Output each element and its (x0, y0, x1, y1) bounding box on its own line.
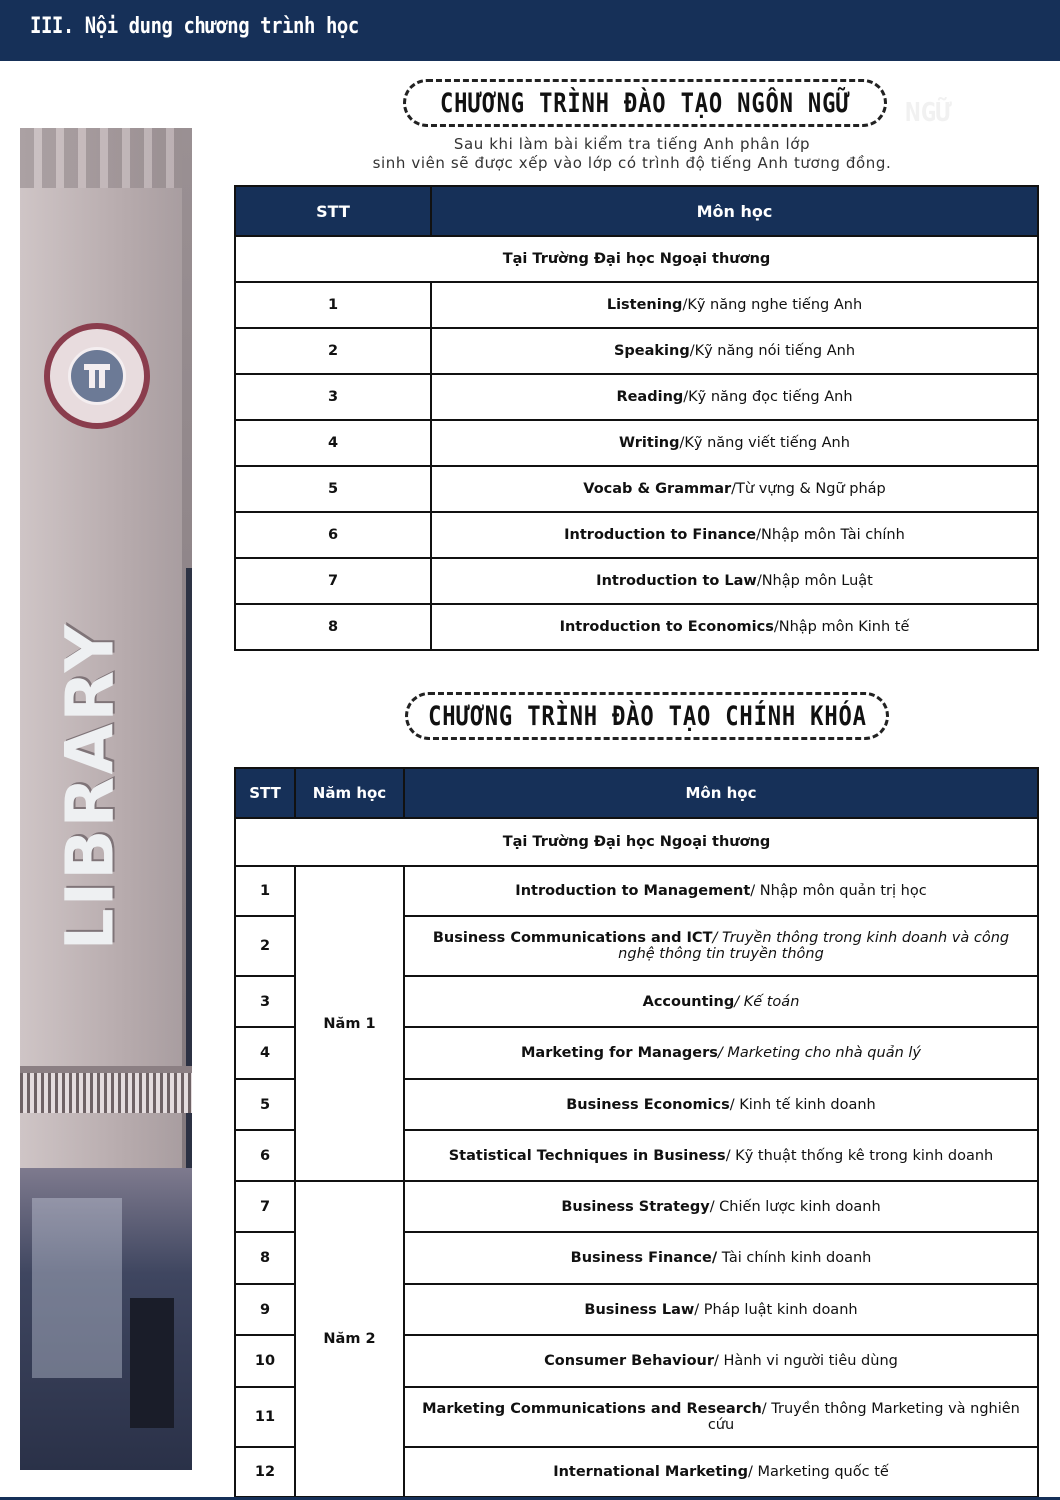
table-header-row (235, 768, 1038, 818)
row-stt: 6 (235, 512, 431, 558)
row-stt: 9 (235, 1284, 295, 1335)
subject-en: Business Finance/ (570, 1250, 718, 1266)
row-stt: 2 (235, 328, 431, 374)
subject-en: Marketing Communications and Research (422, 1401, 762, 1417)
table-row (235, 328, 1038, 374)
row-stt: 10 (235, 1335, 295, 1387)
col-stt: STT (235, 768, 295, 818)
row-stt: 12 (235, 1447, 295, 1497)
subject-en: Consumer Behaviour (544, 1353, 715, 1369)
subject-en: Introduction to Law (596, 573, 757, 589)
subject-vi: / Hành vi người tiêu dùng (714, 1353, 898, 1369)
subject-en: Business Communications and ICT (432, 930, 713, 946)
main-program-table (234, 767, 1039, 1498)
row-subject (404, 976, 1038, 1027)
main-program-title: CHƯƠNG TRÌNH ĐÀO TẠO CHÍNH KHÓA (427, 700, 867, 732)
row-stt: 4 (235, 420, 431, 466)
col-stt: STT (235, 186, 431, 236)
row-subject (431, 282, 1038, 328)
table-row (235, 512, 1038, 558)
placement-note-line-2: sinh viên sẽ được xếp vào lớp có trình độ tiếng Anh tương đồng. (372, 154, 892, 172)
subject-en: Writing (619, 435, 680, 451)
table-row (235, 558, 1038, 604)
row-stt: 11 (235, 1387, 295, 1447)
subject-vi: /Nhập môn Tài chính (756, 527, 905, 543)
row-subject (404, 916, 1038, 976)
subject-vi: / Nhập môn quản trị học (750, 883, 927, 899)
subject-vi: / Pháp luật kinh doanh (694, 1301, 858, 1318)
main-program-title-pill (405, 692, 889, 740)
subject-vi: /Kỹ năng nói tiếng Anh (689, 343, 856, 359)
subject-en: Business Strategy (561, 1198, 710, 1215)
subject-vi: /Từ vựng & Ngữ pháp (731, 481, 886, 497)
row-stt: 1 (235, 866, 295, 916)
col-subject: Môn học (431, 186, 1038, 236)
subject-vi: / Marketing quốc tế (747, 1464, 889, 1480)
row-stt: 7 (235, 558, 431, 604)
library-sign: LIBRARY (51, 622, 129, 951)
subject-vi: / Marketing cho nhà quản lý (717, 1045, 921, 1061)
row-subject (431, 328, 1038, 374)
row-stt: 5 (235, 466, 431, 512)
row-subject (431, 420, 1038, 466)
row-stt: 8 (235, 1232, 295, 1284)
subject-en: International Marketing (553, 1464, 748, 1480)
subject-vi: /Kỹ năng viết tiếng Anh (679, 435, 850, 451)
table-row (235, 604, 1038, 650)
subject-en: Business Economics (566, 1096, 730, 1113)
section-label: Tại Trường Đại học Ngoại thương (235, 236, 1038, 282)
row-subject (431, 374, 1038, 420)
subject-vi: / Chiến lược kinh doanh (709, 1198, 881, 1215)
building-railing (20, 1073, 192, 1113)
subject-vi: /Kỹ năng đọc tiếng Anh (683, 389, 853, 405)
row-subject (404, 1130, 1038, 1181)
building-door (130, 1298, 174, 1428)
subject-vi: / Kỹ thuật thống kê trong kinh doanh (725, 1147, 994, 1164)
language-program-table (234, 185, 1039, 651)
subject-en: Business Law (584, 1301, 695, 1318)
section-label: Tại Trường Đại học Ngoại thương (235, 818, 1038, 866)
table-row (235, 1181, 1038, 1232)
row-subject (404, 1387, 1038, 1447)
subject-en: Speaking (613, 343, 690, 359)
section-heading: III. Nội dung chương trình học (30, 14, 359, 39)
row-subject (431, 466, 1038, 512)
table-row (235, 866, 1038, 916)
ghost-title-echo: NGỮ (905, 98, 952, 128)
language-program-title: CHƯƠNG TRÌNH ĐÀO TẠO NGÔN NGỮ (439, 87, 851, 119)
row-subject (404, 1335, 1038, 1387)
subject-vi: / Truyền thông trong kinh doanh và công nghệ thông tin truyền thông (618, 930, 1010, 962)
row-stt: 8 (235, 604, 431, 650)
row-subject (404, 1284, 1038, 1335)
subject-vi: /Nhập môn Kinh tế (773, 619, 910, 635)
row-stt: 2 (235, 916, 295, 976)
subject-en: Reading (616, 389, 684, 405)
subject-vi: / Kinh tế kinh doanh (729, 1096, 876, 1113)
table-row (235, 282, 1038, 328)
subject-vi: /Nhập môn Luật (756, 573, 873, 589)
placement-note-line-1: Sau khi làm bài kiểm tra tiếng Anh phân lớp (453, 135, 811, 153)
table-row (235, 374, 1038, 420)
subject-en: Vocab & Grammar (583, 481, 732, 497)
row-subject (404, 1447, 1038, 1497)
subject-en: Listening (606, 297, 683, 313)
row-stt: 3 (235, 976, 295, 1027)
subject-en: Statistical Techniques in Business (448, 1147, 726, 1164)
subject-en: Introduction to Finance (564, 527, 757, 543)
subject-en: Introduction to Management (515, 883, 751, 899)
row-subject (431, 512, 1038, 558)
table-row (235, 466, 1038, 512)
row-subject (431, 604, 1038, 650)
year-cell: Năm 1 (295, 866, 404, 1181)
subject-vi: / Kế toán (734, 993, 800, 1010)
subject-en: Accounting (642, 993, 735, 1010)
row-subject (431, 558, 1038, 604)
col-subject: Môn học (404, 768, 1038, 818)
subject-vi: / Truyền thông Marketing và nghiên cứu (707, 1401, 1020, 1433)
row-subject (404, 1232, 1038, 1284)
table-section-row (235, 236, 1038, 282)
row-subject (404, 1027, 1038, 1079)
placement-note (300, 135, 964, 173)
col-year: Năm học (295, 768, 404, 818)
row-stt: 1 (235, 282, 431, 328)
row-stt: 4 (235, 1027, 295, 1079)
library-building-photo (20, 128, 192, 1470)
subject-vi: /Kỹ năng nghe tiếng Anh (682, 297, 863, 313)
row-stt: 7 (235, 1181, 295, 1232)
row-stt: 6 (235, 1130, 295, 1181)
subject-en: Introduction to Economics (559, 619, 774, 635)
table-row (235, 420, 1038, 466)
language-program-title-pill (403, 79, 887, 127)
table-header-row (235, 186, 1038, 236)
year-cell: Năm 2 (295, 1181, 404, 1497)
row-subject (404, 1079, 1038, 1130)
university-logo (44, 323, 150, 429)
subject-en: Marketing for Managers (521, 1045, 718, 1061)
row-subject (404, 1181, 1038, 1232)
row-subject (404, 866, 1038, 916)
page-header (0, 0, 1060, 61)
row-stt: 5 (235, 1079, 295, 1130)
row-stt: 3 (235, 374, 431, 420)
table-section-row (235, 818, 1038, 866)
subject-vi: Tài chính kinh doanh (717, 1250, 872, 1266)
